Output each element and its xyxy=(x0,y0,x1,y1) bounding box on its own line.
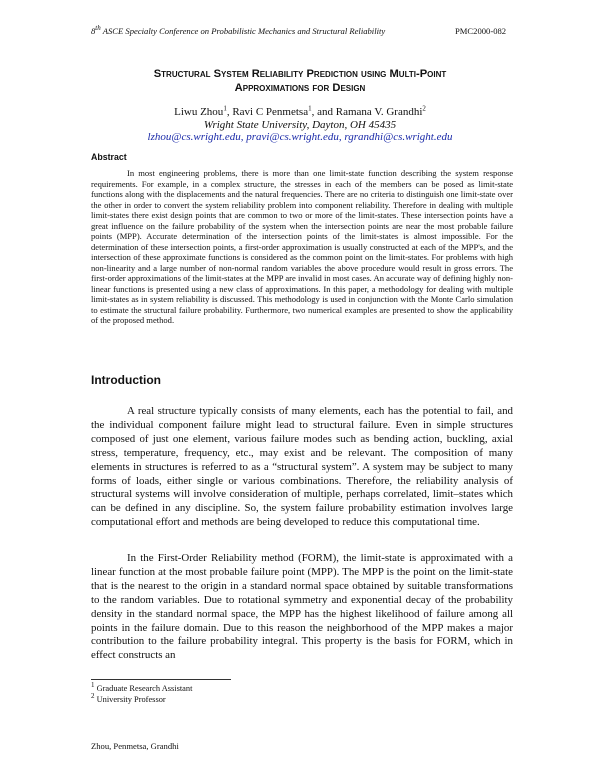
author-2-mark: 1 xyxy=(308,104,312,113)
footnote-text: Graduate Research Assistant xyxy=(94,684,193,693)
running-header-conference xyxy=(91,26,385,36)
conference-name: ASCE Specialty Conference on Probabilistic Mechanics and Structural Reliability xyxy=(100,26,386,36)
author-1-mark: 1 xyxy=(223,104,227,113)
footnote-2 xyxy=(91,692,166,704)
introduction-paragraph-1 xyxy=(91,405,513,530)
paper-title xyxy=(0,68,600,95)
author-1: Liwu Zhou xyxy=(174,106,224,118)
abstract-text: In most engineering problems, there is more than one limit-state function describing the system response requirements. For example, in a complex structure, the stresses in each of the members can be posed as limit-state functions along with the displacements and the natural frequencies. There are no criteria to distinguish one limit-state over the other in order to convert the system reliability problem into component reliability. Therefore in dealing with multiple limit-states there exist design points that are common to two or more of the limit-states. These intersection points have a great influence on the failure probability of the system when the intersection points are near the most probable failure points (MPP). Accurate determination of the intersection points of the limit-states is almost impossible. For the determination of these intersection points, a first-order approximation is usually constructed at each of the MPP's, and the intersection of these approximate functions is considered as the common point on the limit-states. For problems with high non-linearity and a large number of non-normal random variables the above procedure would result in gross errors. The first-order approximations of the limit-states at the MPP are invalid in most cases. An accurate way of defining highly non-linear functions is presented using a new class of approximations. In this paper, a methodology for dealing with multiple limit-states as in system reliability is discussed. This methodology is used in conjunction with the Monte Carlo simulation to estimate the structural failure probability. Furthermore, two numerical examples are presented to show the applicability of the proposed method. xyxy=(91,168,513,325)
abstract-body xyxy=(91,168,513,326)
abstract-heading: Abstract xyxy=(91,152,127,162)
footnote-text: University Professor xyxy=(94,695,166,704)
footnote-mark: 2 xyxy=(91,692,95,701)
introduction-heading: Introduction xyxy=(91,373,161,387)
title-line-1: Structural System Reliability Prediction using Multi-Point xyxy=(153,68,447,80)
paragraph-text: A real structure typically consists of many elements, each has the potential to fail, and the individual component failure might lead to structural failure. Even in simple structures composed of just one element, various failure modes such as bending action, buckling, axial stress, temperature, frequency, etc., may exist and be relevant. The composition of many elements in structures is referred to as a “structural system”. A system may be subject to many forms of loads, either single or various combinations. Therefore, the reliability analysis of structural systems will involve consideration of multiple, perhaps correlated, limit–states which can be defined in any discipline. So, the system failure probability estimation involves large computational effort and methods are being developed to reduce this computational time. xyxy=(91,405,513,529)
footnote-1 xyxy=(91,681,193,693)
footnote-divider xyxy=(91,679,231,680)
conference-ordinal: th xyxy=(95,24,101,33)
author-3-mark: 2 xyxy=(422,104,426,113)
paper-code: PMC2000-082 xyxy=(455,26,507,36)
introduction-paragraph-2 xyxy=(91,552,513,663)
author-emails[interactable]: lzhou@cs.wright.edu, pravi@cs.wright.edu, rgrandhi@cs.wright.edu xyxy=(147,131,453,143)
conference-number: 8 xyxy=(91,26,96,36)
paragraph-text: In the First-Order Reliability method (FORM), the limit-state is approximated with a linear function at the most probable failure point (MPP). The MPP is the point on the limit-state that is the nearest to the origin in a standard normal space obtained by suitable transformations to the random variables. Due to rotational symmetry and exponential decay of the probability density in the standard normal space, the MPP has the highest likelihood of failure among all points in the failure domain. Due to this reason the neighborhood of the MPP makes a major contribution to the failure probability integral. This property is the basis for FORM, which in effect constructs an xyxy=(91,552,513,662)
author-2: , Ravi C Penmetsa xyxy=(226,106,309,118)
running-footer-authors: Zhou, Penmetsa, Grandhi xyxy=(91,741,179,751)
author-block xyxy=(0,106,600,144)
footnote-mark: 1 xyxy=(91,681,95,690)
affiliation: Wright State University, Dayton, OH 45435 xyxy=(203,118,397,131)
author-3: , and Ramana V. Grandhi xyxy=(311,106,423,118)
title-line-2: Approximations for Design xyxy=(234,81,366,94)
author-names xyxy=(0,106,600,119)
